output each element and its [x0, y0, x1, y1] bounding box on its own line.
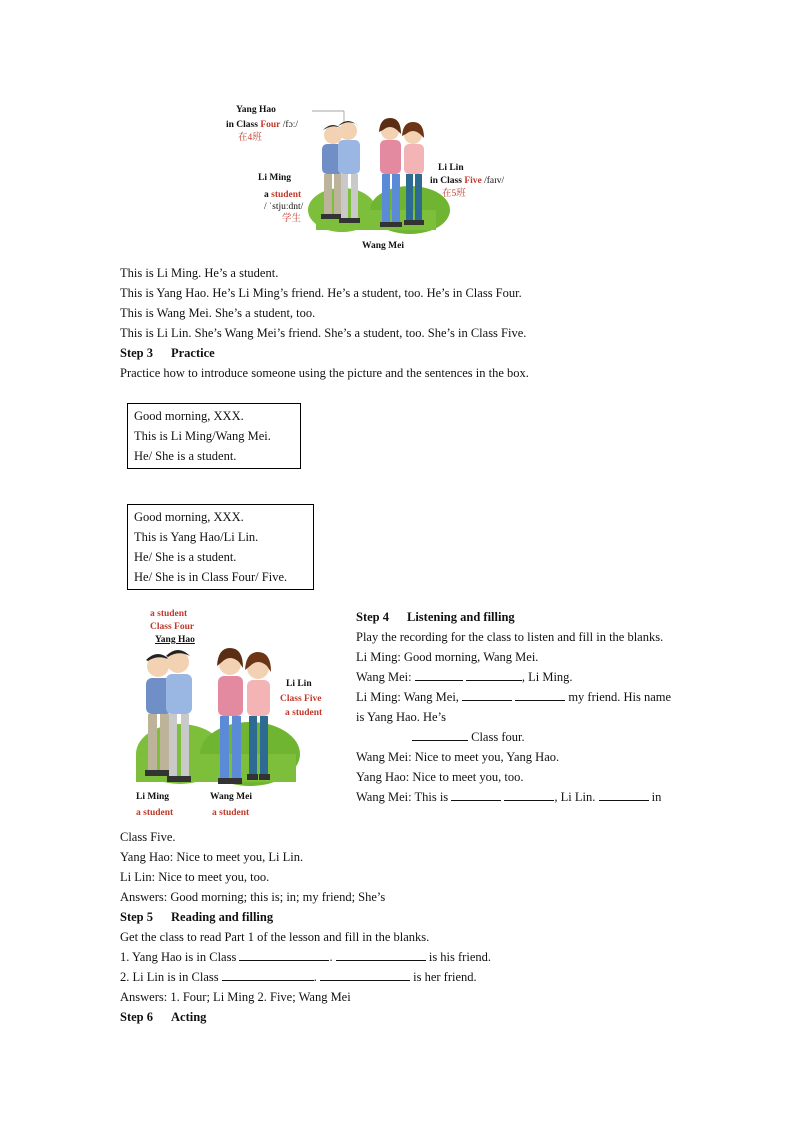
label-li-ming-role: [264, 189, 301, 201]
step6-heading: [120, 1007, 206, 1027]
practice-box-1: [127, 403, 301, 469]
label-li-ming-phonetic: / ˈstjuːdnt/: [264, 202, 304, 212]
practice-box-2: [127, 504, 314, 590]
fig2-li-ming-name: Li Ming: [136, 792, 169, 802]
dialogue-text: Wang Mei: This is: [356, 790, 452, 804]
dialogue-line: Yang Hao: Nice to meet you, too.: [356, 770, 524, 784]
label-li-ming-word: student: [271, 190, 302, 200]
intro-line: This is Li Lin. She’s Wang Mei’s friend. She’s a student, too. She’s in Class Five.: [120, 326, 527, 340]
box-line: This is Yang Hao/Li Lin.: [134, 530, 259, 544]
figure-dialogue: [130, 604, 340, 826]
fig2-top-student: a student: [150, 609, 188, 619]
step5-label: Step 5: [120, 910, 153, 924]
label-li-lin-class: [430, 175, 504, 187]
fig2-li-ming-student: a student: [136, 808, 174, 818]
question-text: .: [329, 950, 336, 964]
blank[interactable]: [336, 948, 426, 961]
dialogue-line: [356, 727, 674, 747]
step5-heading: [120, 907, 273, 927]
figure-introductions: [220, 98, 540, 258]
blank[interactable]: [222, 968, 314, 981]
label-li-lin-phonetic: /faɪv/: [481, 176, 505, 186]
fig2-top-class: Class Four: [150, 622, 195, 632]
label-yang-hao-name: Yang Hao: [236, 105, 276, 115]
intro-line: This is Yang Hao. He’s Li Ming’s friend. He’s a student, too. He’s in Class Four.: [120, 286, 522, 300]
box-line: He/ She is a student.: [134, 449, 237, 463]
dialogue-line: [356, 667, 674, 687]
blank[interactable]: [504, 788, 554, 801]
dialogue-line: Class Five.: [120, 830, 176, 844]
question-line: [120, 947, 491, 967]
blank[interactable]: [239, 948, 329, 961]
label-li-lin-chinese: 在5班: [442, 189, 466, 199]
blank[interactable]: [320, 968, 410, 981]
label-yang-hao-chinese: 在4班: [238, 133, 262, 143]
dialogue-line: [356, 787, 674, 807]
dialogue-text: in: [648, 790, 662, 804]
dialogue-text: , Li Lin.: [554, 790, 599, 804]
fig2-li-lin-student: a student: [285, 708, 323, 718]
step5-answers: Answers: 1. Four; Li Ming 2. Five; Wang Mei: [120, 990, 351, 1004]
dialogue-text: my friend. His name is Yang Hao. He’s: [356, 690, 672, 724]
fig2-wang-mei-student: a student: [212, 808, 250, 818]
dialogue-line: [356, 687, 674, 727]
box-line: He/ She is a student.: [134, 550, 237, 564]
blank[interactable]: [462, 688, 512, 701]
step4-instruction: Play the recording for the class to listen and fill in the blanks.: [356, 630, 664, 644]
box-line: Good morning, XXX.: [134, 409, 244, 423]
step4-section: [356, 607, 674, 807]
step4-title: Listening and filling: [407, 610, 515, 624]
blank[interactable]: [415, 668, 463, 681]
step4-label: Step 4: [356, 610, 389, 624]
fig2-top-name: Yang Hao: [155, 635, 195, 645]
fig2-wang-mei-name: Wang Mei: [210, 792, 252, 802]
label-li-ming-name: Li Ming: [258, 173, 291, 183]
question-text: is her friend.: [410, 970, 477, 984]
question-line: [120, 967, 477, 987]
label-li-ming-prefix: a: [264, 190, 272, 200]
blank[interactable]: [412, 728, 468, 741]
blank[interactable]: [466, 668, 522, 681]
intro-line: This is Li Ming. He’s a student.: [120, 266, 279, 280]
step4-heading: [356, 607, 674, 627]
blank[interactable]: [451, 788, 501, 801]
dialogue-line: Li Lin: Nice to meet you, too.: [120, 870, 270, 884]
label-yang-hao-class: [226, 119, 298, 131]
box-line: Good morning, XXX.: [134, 510, 244, 524]
blank[interactable]: [599, 788, 649, 801]
label-li-lin-class-prefix: in Class: [430, 176, 465, 186]
dialogue-line: Li Ming: Good morning, Wang Mei.: [356, 650, 539, 664]
dialogue-text: Class four.: [468, 730, 525, 744]
dialogue-line: Yang Hao: Nice to meet you, Li Lin.: [120, 850, 304, 864]
label-li-ming-chinese: 学生: [282, 214, 302, 224]
question-text: is his friend.: [425, 950, 491, 964]
blank[interactable]: [515, 688, 565, 701]
question-text: .: [313, 970, 320, 984]
fig2-li-lin-name: Li Lin: [286, 679, 312, 689]
step5-title: Reading and filling: [171, 910, 274, 924]
label-li-lin-name: Li Lin: [438, 163, 464, 173]
dialogue-text: Li Ming: Wang Mei,: [356, 690, 463, 704]
step4-answers: Answers: Good morning; this is; in; my friend; She’s: [120, 890, 386, 904]
label-yang-hao-class-prefix: in Class: [226, 120, 261, 130]
dialogue-line: Wang Mei: Nice to meet you, Yang Hao.: [356, 750, 560, 764]
dialogue-text: Wang Mei:: [356, 670, 415, 684]
step3-heading: [120, 343, 215, 363]
label-yang-hao-phonetic: /fɔː/: [280, 120, 299, 130]
dialogue-text: , Li Ming.: [521, 670, 573, 684]
box-line: This is Li Ming/Wang Mei.: [134, 429, 271, 443]
step3-instruction: Practice how to introduce someone using the picture and the sentences in the box.: [120, 366, 529, 380]
question-text: 2. Li Lin is in Class: [120, 970, 222, 984]
box-line: He/ She is in Class Four/ Five.: [134, 570, 288, 584]
label-yang-hao-class-word: Four: [260, 120, 281, 130]
label-li-lin-class-word: Five: [464, 176, 482, 186]
intro-line: This is Wang Mei. She’s a student, too.: [120, 306, 316, 320]
step3-label: Step 3: [120, 346, 153, 360]
fig2-li-lin-class: Class Five: [280, 694, 322, 704]
step5-instruction: Get the class to read Part 1 of the lesson and fill in the blanks.: [120, 930, 430, 944]
step3-title: Practice: [171, 346, 215, 360]
step6-title: Acting: [171, 1010, 207, 1024]
label-wang-mei-name: Wang Mei: [362, 241, 404, 251]
question-text: 1. Yang Hao is in Class: [120, 950, 240, 964]
step6-label: Step 6: [120, 1010, 153, 1024]
